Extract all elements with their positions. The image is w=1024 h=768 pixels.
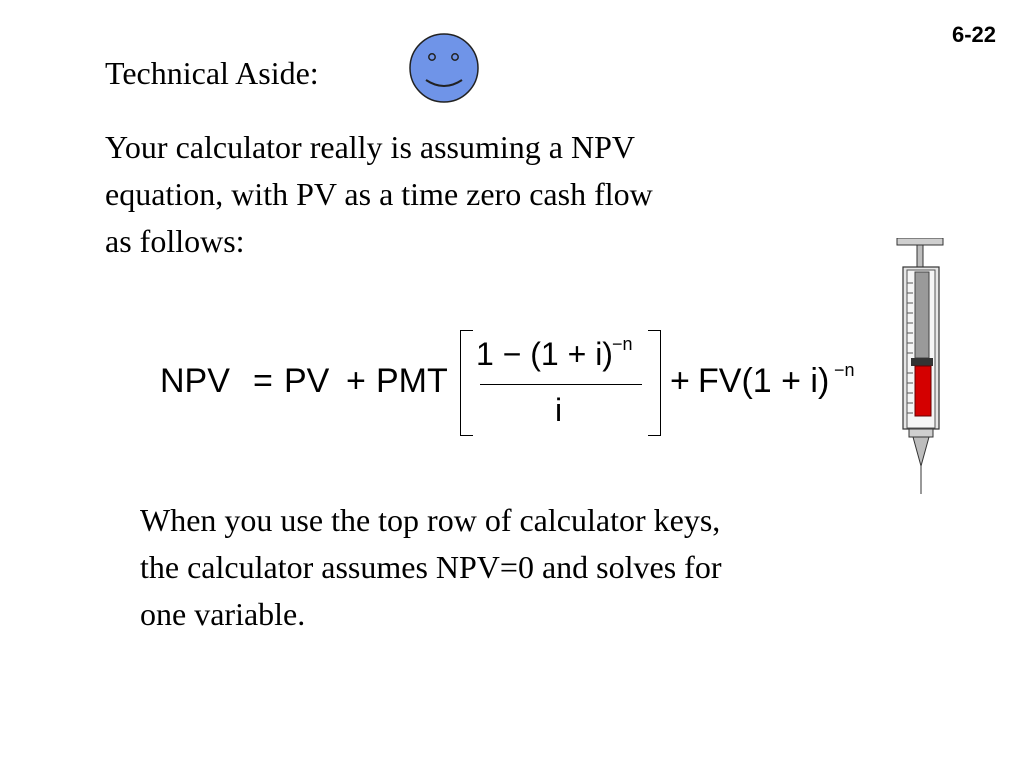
intro-paragraph xyxy=(105,124,805,265)
conclusion-paragraph xyxy=(140,497,880,638)
eq-fv-term: FV(1 + i) xyxy=(698,362,830,400)
eq-fv-exponent: −n xyxy=(834,360,855,380)
bracket-right xyxy=(648,330,661,436)
eq-pmt: PMT xyxy=(376,362,448,400)
syringe-icon xyxy=(893,238,949,496)
smiley-face-icon xyxy=(408,32,480,104)
slide-number: 6-22 xyxy=(951,22,996,47)
intro-line: as follows: xyxy=(105,223,245,259)
eq-plus-1: + xyxy=(346,362,366,400)
conclusion-line: one variable. xyxy=(140,596,306,632)
eq-pv: PV xyxy=(284,362,330,400)
intro-line: Your calculator really is assuming a NPV xyxy=(105,129,635,165)
eq-npv: NPV xyxy=(160,362,230,400)
heading: Technical Aside: xyxy=(105,55,319,91)
conclusion-line: the calculator assumes NPV=0 and solves for xyxy=(140,549,722,585)
fraction-bar xyxy=(480,384,642,385)
conclusion-line: When you use the top row of calculator keys, xyxy=(140,502,721,538)
eq-numerator: 1 − (1 + i) xyxy=(476,336,613,372)
eq-plus-2: + xyxy=(670,362,690,400)
eq-numerator-exponent: −n xyxy=(612,334,633,354)
intro-line: equation, with PV as a time zero cash flow xyxy=(105,176,653,212)
eq-denominator: i xyxy=(555,392,563,428)
bracket-left xyxy=(460,330,473,436)
eq-equals: = xyxy=(253,362,273,400)
